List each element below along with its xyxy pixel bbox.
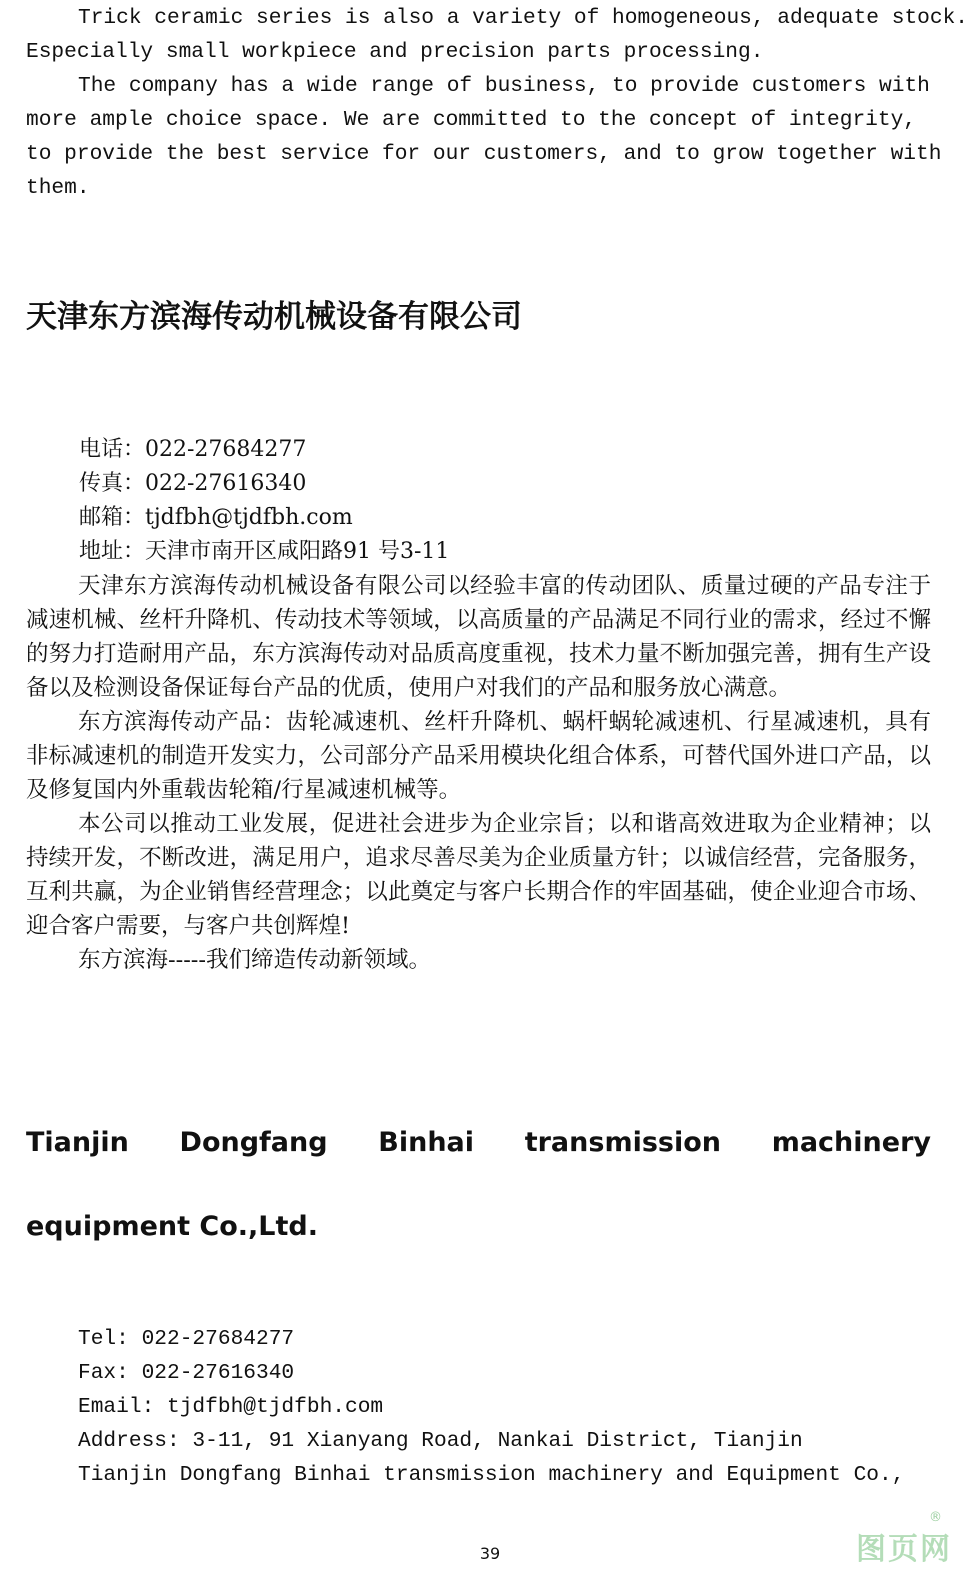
cn-paragraph: 本公司以推动工业发展，促进社会进步为企业宗旨；以和谐高效进取为企业精神；以持续开发，不断改进，满足用户，追求尽善尽美为企业质量方针；以诚信经营，完备服务，互利共赢，为企业销售经营理念；以此奠定与客户长期合作的牢固基础，使企业迎合市场、迎合客户需要，与客户共创辉煌! bbox=[26, 811, 931, 939]
intro-line: more ample choice space. We are committed to the concept of integrity, bbox=[26, 108, 917, 132]
intro-line: Especially small workpiece and precision parts processing. bbox=[26, 40, 764, 64]
en-contact-block bbox=[78, 1322, 904, 1492]
cn-company-title: 天津东方滨海传动机械设备有限公司 bbox=[26, 299, 522, 335]
cn-fax: 传真：022-27616340 bbox=[79, 471, 307, 496]
registered-mark: ® bbox=[929, 1510, 942, 1525]
intro-line: Trick ceramic series is also a variety of homogeneous, adequate stock. bbox=[78, 6, 969, 30]
cn-description bbox=[26, 569, 931, 977]
intro-line: The company has a wide range of business, to provide customers with bbox=[78, 74, 930, 98]
intro-line: to provide the best service for our customers, and to grow together with bbox=[26, 142, 942, 166]
watermark-text: 图页网 bbox=[856, 1532, 952, 1567]
cn-tel: 电话：022-27684277 bbox=[79, 437, 307, 462]
cn-contact-block bbox=[79, 433, 449, 569]
en-tel: Tel: 022-27684277 bbox=[78, 1327, 295, 1351]
cn-paragraph: 东方滨海-----我们缔造传动新领域。 bbox=[78, 947, 432, 973]
watermark-logo bbox=[856, 1510, 954, 1568]
cn-paragraph: 东方滨海传动产品：齿轮减速机、丝杆升降机、蜗杆蜗轮减速机、行星减速机，具有非标减速机的制造开发实力，公司部分产品采用模块化组合体系，可替代国外进口产品，以及修复国内外重载齿轮箱/行星减速机械等。 bbox=[26, 709, 931, 803]
page-number: 39 bbox=[479, 1544, 501, 1563]
cn-email: 邮箱：tjdfbh@tjdfbh.com bbox=[79, 505, 353, 530]
en-address: Address: 3-11, 91 Xianyang Road, Nankai District, Tianjin bbox=[78, 1429, 803, 1453]
en-email: Email: tjdfbh@tjdfbh.com bbox=[78, 1395, 384, 1419]
cn-address: 地址：天津市南开区咸阳路91 号3-11 bbox=[79, 539, 450, 564]
en-fax: Fax: 022-27616340 bbox=[78, 1361, 295, 1385]
english-intro bbox=[26, 1, 969, 205]
cn-paragraph: 天津东方滨海传动机械设备有限公司以经验丰富的传动团队、质量过硬的产品专注于减速机械、丝杆升降机、传动技术等领域，以高质量的产品满足不同行业的需求，经过不懈的努力打造耐用产品，东方滨海传动对品质高度重视，技术力量不断加强完善，拥有生产设备以及检测设备保证每台产品的优质，使用户对我们的产品和服务放心满意。 bbox=[26, 573, 931, 701]
en-company-title: Tianjin Dongfang Binhai transmission machinery equipment Co.,Ltd. bbox=[26, 1127, 931, 1242]
en-company-line: Tianjin Dongfang Binhai transmission machinery and Equipment Co., bbox=[78, 1463, 905, 1487]
intro-line: them. bbox=[26, 176, 90, 200]
